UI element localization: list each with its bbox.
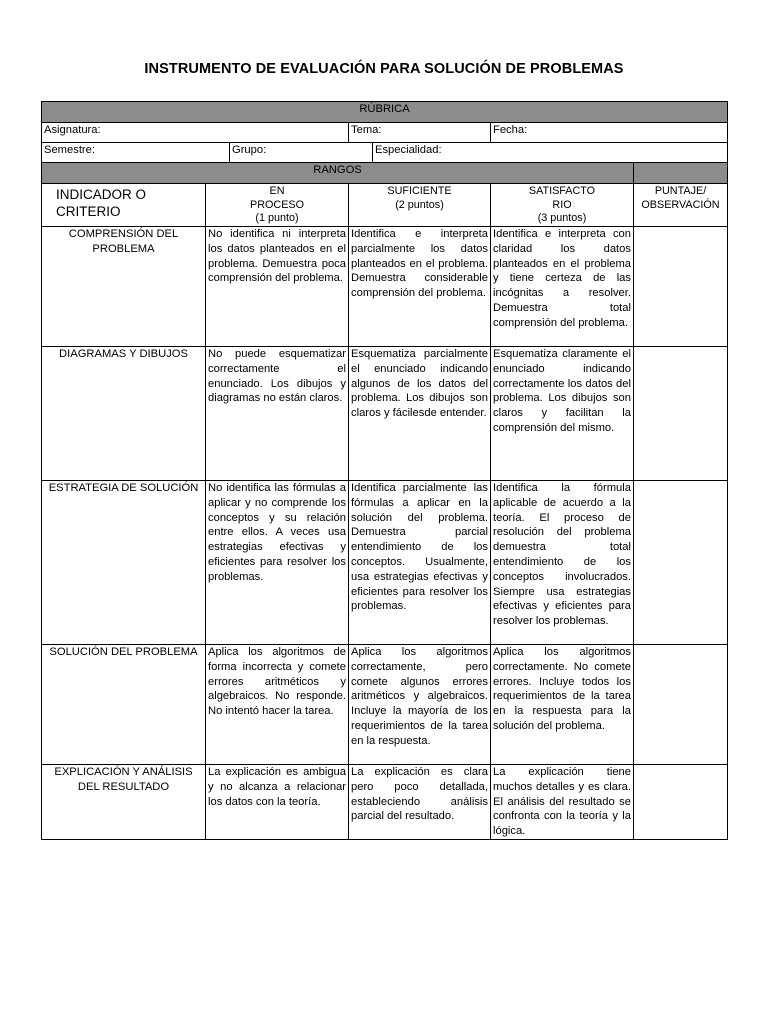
level-3-description: Identifica e interpreta con claridad los datos planteados en el problema y tiene certeza de las incógnitas a resolver. Demuestra total comprensión del problema. xyxy=(491,227,634,347)
score-cell[interactable] xyxy=(634,765,728,840)
indicador-header: INDICADOR O CRITERIO xyxy=(42,184,206,227)
table-row xyxy=(42,227,728,347)
indicator-label: ESTRATEGIA DE SOLUCIÓN xyxy=(42,481,206,645)
level-3-description: Esquematiza claramente el enunciado indicando correctamente los datos del problema. Los dibujos son claros y facilitan la comprensión del mismo. xyxy=(491,347,634,481)
puntaje-header: PUNTAJE/ OBSERVACIÓN xyxy=(634,184,728,227)
rangos-header-blank xyxy=(634,163,728,184)
level-1-description: No puede esquematizar correctamente el enunciado. Los dibujos y diagramas no están claros. xyxy=(206,347,349,481)
document-title: INSTRUMENTO DE EVALUACIÓN PARA SOLUCIÓN DE PROBLEMAS xyxy=(144,61,624,77)
level-2-description: La explicación es clara pero poco detallada, estableciendo análisis parcial del resultado. xyxy=(349,765,491,840)
level-3-description: La explicación tiene muchos detalles y es clara. El análisis del resultado se confronta con la teoría y la lógica. xyxy=(491,765,634,840)
score-cell[interactable] xyxy=(634,481,728,645)
rangos-header: RANGOS xyxy=(42,163,634,184)
tema-field[interactable]: Tema: xyxy=(349,123,491,143)
especialidad-field[interactable]: Especialidad: xyxy=(373,143,728,163)
level-2-description: Identifica parcialmente las fórmulas a aplicar en la solución del problema. Demuestra parcial entendimiento de los conceptos. Usualmente, usa estrategias efectivas y eficientes para resolver los problemas. xyxy=(349,481,491,645)
rubric-table xyxy=(41,101,728,840)
table-row xyxy=(42,645,728,765)
en-proceso-header: EN PROCESO (1 punto) xyxy=(206,184,349,227)
score-cell[interactable] xyxy=(634,227,728,347)
indicator-label: EXPLICACIÓN Y ANÁLISIS DEL RESULTADO xyxy=(42,765,206,840)
score-cell[interactable] xyxy=(634,645,728,765)
level-1-description: No identifica ni interpreta los datos planteados en el problema. Demuestra poca comprensión del problema. xyxy=(206,227,349,347)
grupo-field[interactable]: Grupo: xyxy=(230,143,373,163)
level-2-description: Esquematiza parcialmente el enunciado indicando algunos de los datos del problema. Los dibujos son claros y fácilesde entender. xyxy=(349,347,491,481)
level-3-description: Identifica la fórmula aplicable de acuerdo a la teoría. El proceso de resolución del problema demuestra total entendimiento de los conceptos involucrados. Siempre usa estrategias efectivas y eficientes para resolver los problemas. xyxy=(491,481,634,645)
fecha-field[interactable]: Fecha: xyxy=(491,123,728,143)
indicator-label: SOLUCIÓN DEL PROBLEMA xyxy=(42,645,206,765)
level-2-description: Aplica los algoritmos correctamente, pero comete algunos errores aritméticos y algebraicos. Incluye la mayoría de los requerimientos de la tarea en la respuesta. xyxy=(349,645,491,765)
table-row xyxy=(42,765,728,840)
level-1-description: La explicación es ambigua y no alcanza a relacionar los datos con la teoría. xyxy=(206,765,349,840)
satisfactorio-header: SATISFACTO RIO (3 puntos) xyxy=(491,184,634,227)
semestre-field[interactable]: Semestre: xyxy=(42,143,230,163)
indicator-label: COMPRENSIÓN DEL PROBLEMA xyxy=(42,227,206,347)
level-1-description: Aplica los algoritmos de forma incorrecta y comete errores aritméticos y algebraicos. No responde. No intentó hacer la tarea. xyxy=(206,645,349,765)
asignatura-field[interactable]: Asignatura: xyxy=(42,123,349,143)
suficiente-header: SUFICIENTE (2 puntos) xyxy=(349,184,491,227)
rubrica-header: RÚBRICA xyxy=(42,102,728,123)
table-row xyxy=(42,481,728,645)
level-3-description: Aplica los algoritmos correctamente. No comete errores. Incluye todos los requerimientos de la tarea en la respuesta para la solución del problema. xyxy=(491,645,634,765)
level-2-description: Identifica e interpreta parcialmente los datos planteados en el problema. Demuestra considerable comprensión del problema. xyxy=(349,227,491,347)
table-row xyxy=(42,347,728,481)
indicator-label: DIAGRAMAS Y DIBUJOS xyxy=(42,347,206,481)
level-1-description: No identifica las fórmulas a aplicar y no comprende los conceptos y su relación entre ellos. A veces usa estrategias efectivas y eficientes para resolver los problemas. xyxy=(206,481,349,645)
score-cell[interactable] xyxy=(634,347,728,481)
